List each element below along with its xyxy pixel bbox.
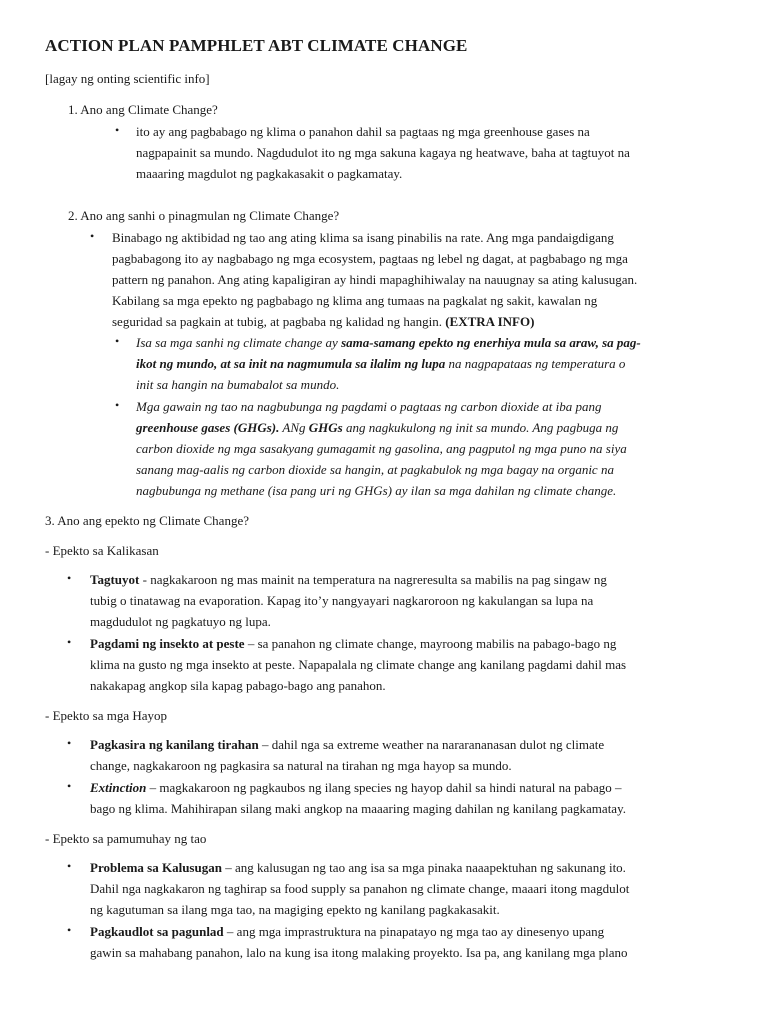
- extra-info-label: (EXTRA INFO): [445, 314, 535, 329]
- q2-sub2-text: sanang mag-aalis ng carbon dioxide sa hangin, at pagkabulok ng mga bagay na organic na: [136, 462, 614, 477]
- bullet-icon: •: [115, 398, 120, 412]
- tagtuyot-text: - nagkakaroon ng mas mainit na temperatura na nagreresulta sa mabilis na pag singaw ng: [139, 572, 607, 587]
- q2-sub1-bold: sama-samang epekto ng enerhiya mula sa araw, sa pag-: [341, 335, 641, 350]
- q2-sub2-line: [136, 459, 614, 480]
- q2-sub2-line: [136, 438, 627, 459]
- kalusugan-text: – ang kalusugan ng tao ang isa sa mga pinaka naaapektuhan ng sakunang ito.: [221, 860, 626, 875]
- q1-text-line: ito ay ang pagbabago ng klima o panahon dahil sa pagtaas ng mga greenhouse gases na: [136, 124, 590, 139]
- kalusugan-line: [90, 857, 626, 878]
- insekto-label: Pagdami ng insekto at peste: [90, 636, 245, 651]
- bullet-icon: •: [67, 859, 72, 873]
- q2-text-line: Binabago ng aktibidad ng tao ang ating klima sa isang pinabilis na rate. Ang mga pandaigdigang: [112, 230, 614, 245]
- q1-text-line: nagpapainit sa mundo. Nagdudulot ito ng mga sakuna kagaya ng heatwave, baha at tagtuyot na: [136, 145, 630, 160]
- tirahan-line: [90, 734, 604, 755]
- pagunlad-label: Pagkaudlot sa pagunlad: [90, 924, 224, 939]
- q2-sub2-text: ang nagkukulong ng init sa mundo. Ang pagbuga ng: [342, 420, 619, 435]
- question-1-heading: 1. Ano ang Climate Change?: [68, 102, 218, 117]
- note-text: [lagay ng onting scientific info]: [45, 71, 210, 86]
- q2-sub1-line: [136, 374, 339, 395]
- q2-sub1-text: init sa hangin na bumabalot sa mundo.: [136, 377, 340, 392]
- page-title: ACTION PLAN PAMPHLET ABT CLIMATE CHANGE: [45, 36, 468, 55]
- q2-sub1-text: Isa sa mga sanhi ng climate change ay: [136, 335, 342, 350]
- extinction-line: bago ng klima. Mahihirapan silang maki angkop na maaaring maging dahilan ng kanilang pagkamatay.: [90, 801, 626, 816]
- q2-sub2-line: [136, 480, 616, 501]
- bullet-icon: •: [115, 123, 120, 137]
- kalusugan-line: ng kagutuman sa ilang mga tao, na magiging epekto ng kanilang pagkakasakit.: [90, 902, 500, 917]
- kalusugan-line: Dahil nga nagkakaron ng taghirap sa food supply sa panahon ng climate change, maaari itong magdulot: [90, 881, 630, 896]
- bullet-icon: •: [90, 229, 95, 243]
- q2-text-line: [112, 311, 534, 332]
- q2-sub2-text: Mga gawain ng tao na nagbubunga ng pagdami o pagtaas ng carbon dioxide at iba pang: [136, 399, 602, 414]
- kalusugan-label: Problema sa Kalusugan: [90, 860, 222, 875]
- section-heading-pamumuhay: - Epekto sa pamumuhay ng tao: [45, 831, 207, 846]
- q1-text-line: maaaring magdulot ng pagkakasakit o pagkamatay.: [136, 166, 403, 181]
- q2-sub2-text: nagbubunga ng methane (isa pang uri ng GHGs) ay ilan sa mga dahilan ng climate change.: [136, 483, 617, 498]
- insekto-text: – sa panahon ng climate change, mayroong mabilis na pabago-bago ng: [244, 636, 617, 651]
- tirahan-line: change, nagkakaroon ng pagkasira sa natural na tirahan ng mga hayop sa mundo.: [90, 758, 512, 773]
- q2-sub2-line: [136, 396, 601, 417]
- insekto-line: [90, 633, 616, 654]
- tagtuyot-line: [90, 569, 607, 590]
- pagunlad-text: – ang mga imprastruktura na pinapatayo ng mga tao ay dinesenyo upang: [223, 924, 605, 939]
- extinction-line: [90, 777, 621, 798]
- bullet-icon: •: [67, 923, 72, 937]
- bullet-icon: •: [67, 736, 72, 750]
- q2-text-line: pagbabagong ito ay nagbabago ng mga ecosystem, pagtaas ng lebel ng dagat, at pagbabago ng mga: [112, 251, 628, 266]
- q2-text: seguridad sa pagkain at tubig, at pagbaba ng kalidad ng hangin.: [112, 314, 442, 329]
- bullet-icon: •: [115, 334, 120, 348]
- tirahan-text: – dahil nga sa extreme weather na nararananasan dulot ng climate: [258, 737, 605, 752]
- tagtuyot-line: tubig o tinatawag na evaporation. Kapag ito’y nangyayari nagkaroroon ng kakulangan sa lupa na: [90, 593, 594, 608]
- q2-sub2-text: ANg: [279, 420, 309, 435]
- q2-sub1-bold: ikot ng mundo, at sa init na nagmumula sa ilalim ng lupa: [136, 356, 446, 371]
- insekto-line: klima na gusto ng mga insekto at peste. Napapalala ng climate change ang kanilang pagdami dahil mas: [90, 657, 627, 672]
- q2-sub1-line: [136, 332, 641, 353]
- q2-text-line: Kabilang sa mga epekto ng pagbabago ng klima ang tumaas na pagkalat ng sakit, kawalan ng: [112, 293, 598, 308]
- tirahan-label: Pagkasira ng kanilang tirahan: [90, 737, 259, 752]
- pagunlad-line: gawin sa mahabang panahon, lalo na kung isa itong malaking proyekto. Isa pa, ang kanilang mga plano: [90, 945, 628, 960]
- extinction-text: – magkakaroon ng pagkaubos ng ilang species ng hayop dahil sa hindi natural na pabago –: [146, 780, 622, 795]
- bullet-icon: •: [67, 571, 72, 585]
- extinction-label: Extinction: [90, 780, 147, 795]
- question-2-heading: 2. Ano ang sanhi o pinagmulan ng Climate Change?: [68, 208, 340, 223]
- tagtuyot-line: magdudulot ng pagkatuyo ng lupa.: [90, 614, 271, 629]
- tagtuyot-label: Tagtuyot: [90, 572, 140, 587]
- question-3-heading: 3. Ano ang epekto ng Climate Change?: [45, 513, 249, 528]
- q2-sub2-bold: greenhouse gases (GHGs).: [136, 420, 280, 435]
- section-heading-kalikasan: - Epekto sa Kalikasan: [45, 543, 159, 558]
- pagunlad-line: [90, 921, 604, 942]
- q2-sub2-text: carbon dioxide ng mga sasakyang gumagamit ng gasolina, ang pagputol ng mga puno na siya: [136, 441, 627, 456]
- q2-sub2-bold: GHGs: [308, 420, 343, 435]
- q2-sub1-text: na nagpapataas ng temperatura o: [445, 356, 626, 371]
- q2-text-line: pattern ng panahon. Ang ating kapaligiran ay hindi mapaghihiwalay na nauugnay sa ating kalusugan.: [112, 272, 638, 287]
- section-heading-hayop: - Epekto sa mga Hayop: [45, 708, 168, 723]
- insekto-line: nakakapag angkop sila kapag pabago-bago ang panahon.: [90, 678, 386, 693]
- bullet-icon: •: [67, 635, 72, 649]
- bullet-icon: •: [67, 779, 72, 793]
- q2-sub2-line: [136, 417, 618, 438]
- q2-sub1-line: [136, 353, 625, 374]
